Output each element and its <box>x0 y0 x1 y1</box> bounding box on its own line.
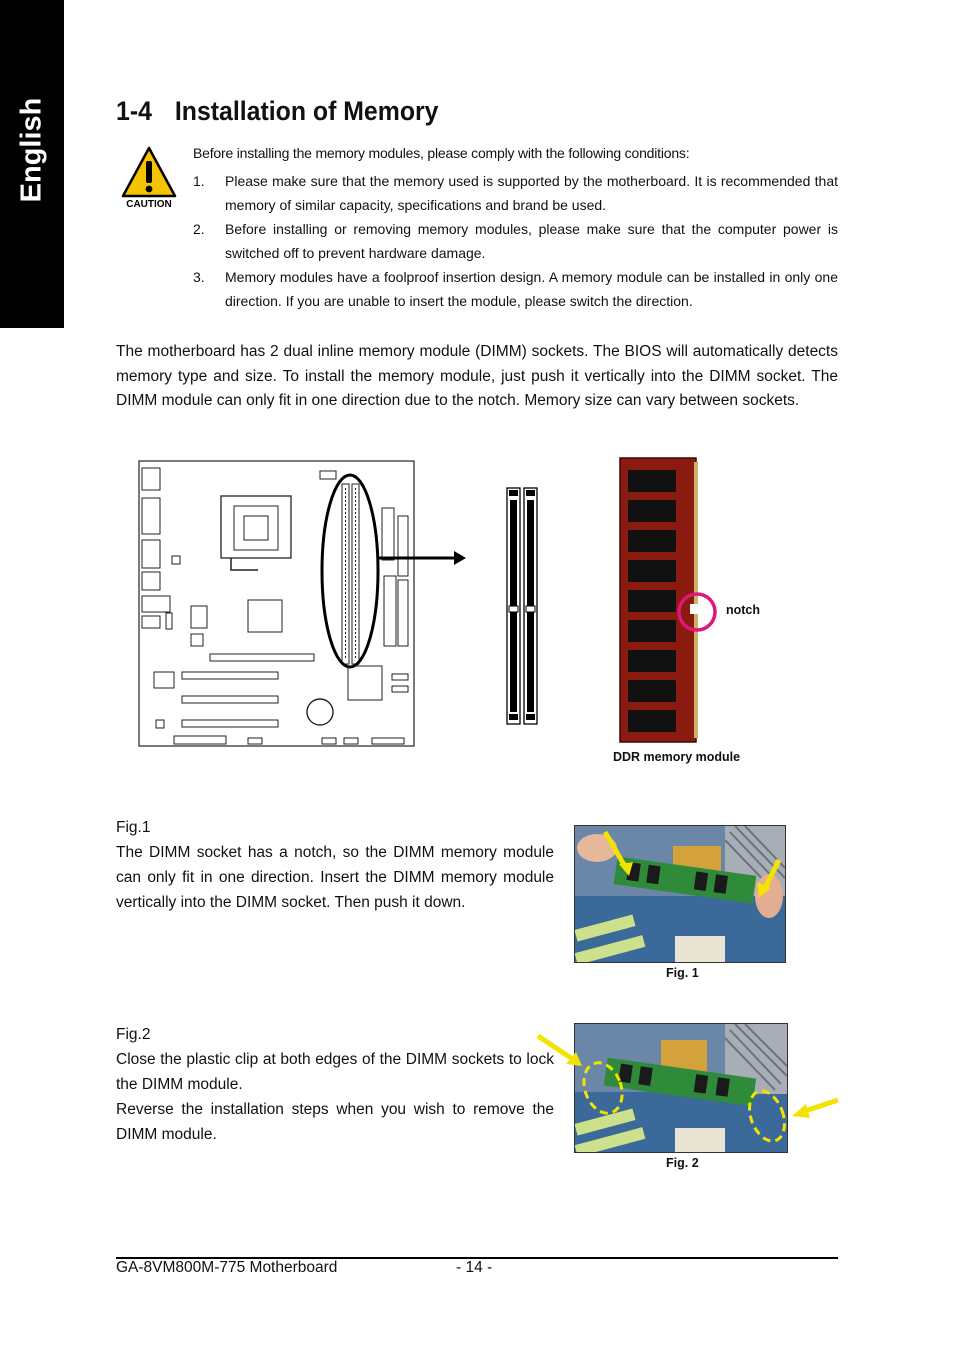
section-title <box>116 96 439 127</box>
fig1-heading: Fig.1 <box>116 819 151 836</box>
caution-label: CAUTION <box>126 199 172 210</box>
list-item <box>193 217 838 265</box>
fig1-section <box>116 815 554 915</box>
language-tab-label: English <box>15 97 48 203</box>
motherboard-diagram <box>136 458 476 750</box>
page-number: - 14 - <box>456 1259 493 1276</box>
fig2-description: Close the plastic clip at both edges of the DIMM sockets to lock the DIMM module. <box>116 1051 554 1093</box>
list-item-text: Before installing or removing memory modules, please make sure that the computer power is switched off to prevent hardware damage. <box>225 221 838 261</box>
ddr-memory-module <box>616 456 722 744</box>
fig2-left-arrow <box>534 1032 584 1072</box>
list-item-number: 1. <box>193 173 205 189</box>
fig2-heading: Fig.2 <box>116 1026 151 1043</box>
fig2-photo <box>574 1023 788 1153</box>
intro-text: Before installing the memory modules, please comply with the following conditions: <box>193 145 690 161</box>
list-item-number: 2. <box>193 221 205 237</box>
conditions-list <box>193 169 838 313</box>
fig2-caption: Fig. 2 <box>666 1156 699 1170</box>
fig1-caption: Fig. 1 <box>666 966 699 980</box>
fig2-right-arrow <box>790 1094 840 1124</box>
section-number: 1-4 <box>116 96 152 126</box>
list-item <box>193 265 838 313</box>
notch-label: notch <box>726 603 761 617</box>
list-item-text: Memory modules have a foolproof insertion design. A memory module can be installed in only one direction. If you are unable to insert the module, please switch the direction. <box>225 269 838 309</box>
fig2-description-2: Reverse the installation steps when you wish to remove the DIMM module. <box>116 1101 554 1143</box>
list-item-text: Please make sure that the memory used is supported by the motherboard. It is recommended that memory of similar capacity, specifications and brand be used. <box>225 173 838 213</box>
body-paragraph: The motherboard has 2 dual inline memory module (DIMM) sockets. The BIOS will automatically detects memory type and size. To install the memory module, just push it vertically into the DIMM socket. The DIMM module can only fit in one direction due to the notch. Memory size can vary between sockets. <box>116 343 838 409</box>
fig1-description: The DIMM socket has a notch, so the DIMM memory module can only fit in one direction. Insert the DIMM memory module vertically into the DIMM socket. Then push it down. <box>116 844 554 911</box>
module-caption: DDR memory module <box>613 750 741 764</box>
fig1-photo <box>574 825 786 963</box>
footer-model: GA-8VM800M-775 Motherboard <box>116 1259 338 1276</box>
list-item-number: 3. <box>193 269 205 285</box>
section-title-text: Installation of Memory <box>174 96 439 126</box>
fig2-section <box>116 1022 554 1147</box>
list-item <box>193 169 838 217</box>
caution-icon <box>120 146 178 210</box>
dimm-sockets-closeup <box>505 486 545 726</box>
language-tab <box>0 0 64 328</box>
